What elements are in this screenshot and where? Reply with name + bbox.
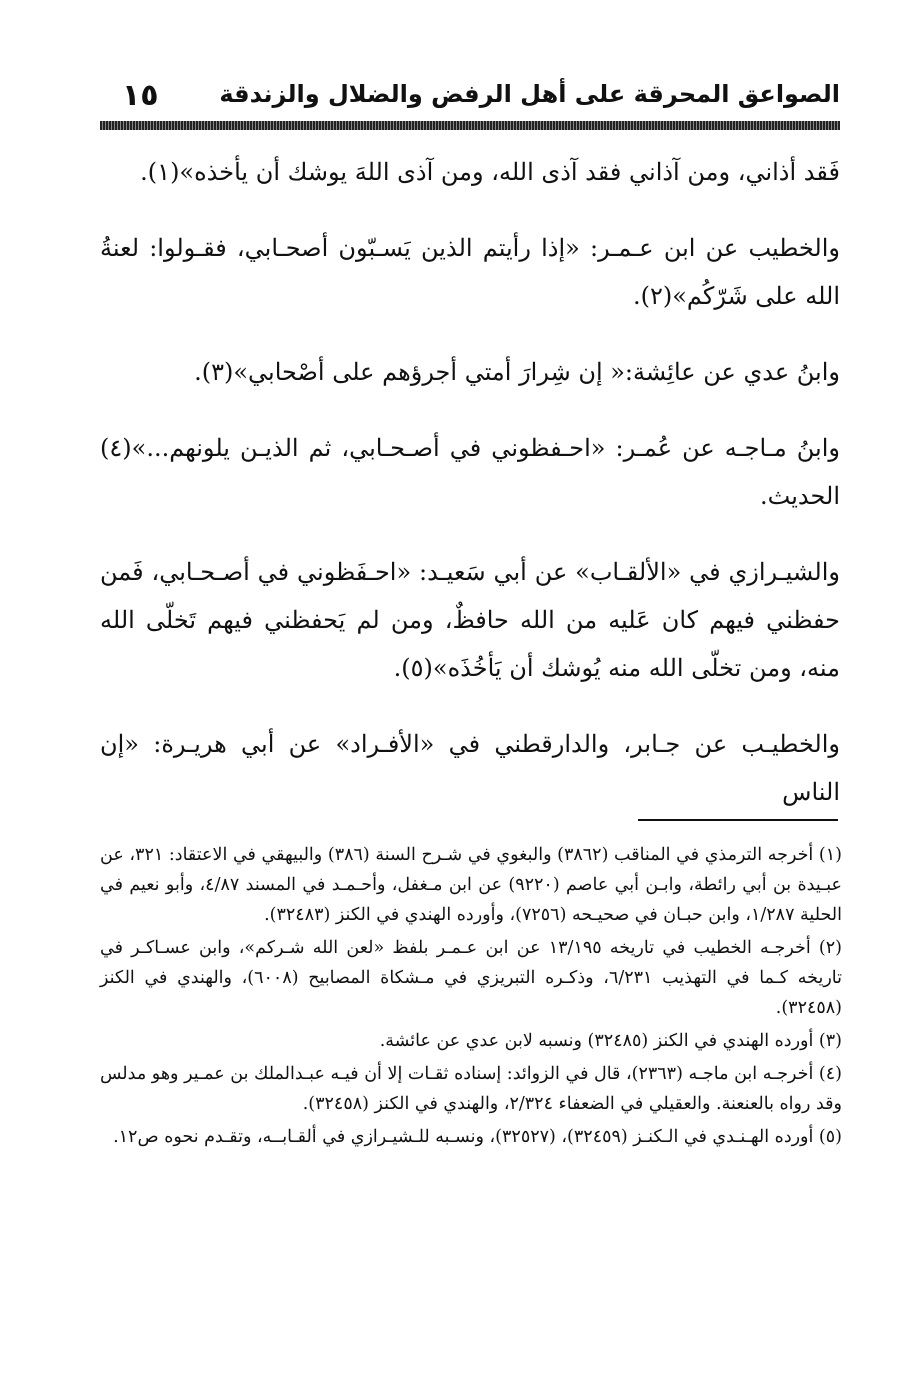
footnotes (100, 840, 842, 1155)
footnote-3: (٣) أورده الهندي في الكنز (٣٢٤٨٥) ونسبه لابن عدي عن عائشة. (379, 1031, 842, 1051)
page-header (100, 78, 840, 118)
footnote-4: (٤) أخرجـه ابن ماجـه (٢٣٦٣)، قال في الزوائد: إسناده ثقـات إلا أن فيـه عبـدالملك بن عمـير وهو مدلس وقد رواه بالعنعنة. والعقيلي في الضعفاء ٢/٣٢٤، والهندي في الكنز (٣٢٤٥٨). (100, 1064, 842, 1114)
paragraph-1: فَقد أذاني، ومن آذاني فقد آذى الله، ومن آذى اللهَ يوشك أن يأخذه»(١). (140, 158, 840, 186)
footnote-2: (٢) أخرجـه الخطيب في تاريخه ١٣/١٩٥ عن ابن عـمـر بلفظ «لعن الله شـركم»، وابن عسـاكـر في تاريخه كـما في التهذيب ٦/٢٣١، وذكـره التبريزي في مـشكاة المصابيح (٦٠٠٨)، والهندي في الكنز (٣٢٤٥٨). (100, 938, 842, 1018)
paragraph-2: والخطيب عن ابن عـمـر: «إذا رأيتم الذين يَسـبّون أصحـابي، فقـولوا: لعنةُ الله على شَرّكُم»(٢). (100, 234, 840, 310)
page-number: ١٥ (122, 78, 159, 113)
paragraph-3: وابنُ عدي عن عائِشة:« إن شِرارَ أمتي أجرؤهم على أصْحابي»(٣). (194, 358, 840, 386)
footnote-1: (١) أخرجه الترمذي في المناقب (٣٨٦٢) والبغوي في شـرح السنة (٣٨٦) والبيهقي في الاعتقاد: ٣٢١، عن عبـيدة بن أبي رائطة، وابـن أبي عاصم (٩٢٢٠) عن ابن مـغفل، وأحـمـد في المسند ٤/٨٧، وأبو نعيم في الحلية ١/٢٨٧، وابن حبـان في صحيـحه (٧٢٥٦)، وأورده الهندي في الكنز (٣٢٤٨٣). (100, 845, 842, 925)
paragraph-5: والشيـرازي في «الألقـاب» عن أبي سَعيـد: «احـفَظوني في أصـحـابي، فَمن حفظني فيهم كان عَليه من الله حافظٌ، ومن لم يَحفظني فيهم تَخلّى الله منه، ومن تخلّى الله منه يُوشك أن يَأخُذَه»(٥). (100, 558, 840, 682)
main-text (100, 148, 840, 844)
paragraph-6: والخطيـب عن جـابر، والدارقطني في «الأفـراد» عن أبي هريـرة: «إن الناس (100, 730, 840, 806)
paragraph-4: وابنُ مـاجـه عن عُمـر: «احـفظوني في أصـحـابي، ثم الذيـن يلونهم...»(٤) الحديث. (100, 434, 840, 510)
footnote-divider (638, 819, 838, 821)
running-title: الصواعق المحرقة على أهل الرفض والضلال والزندقة (219, 80, 840, 108)
header-divider (100, 121, 840, 130)
footnote-5: (٥) أورده الهـنـدي في الـكنـز (٣٢٤٥٩)، (٣٢٥٢٧)، ونسـبه للـشيـرازي في ألقـابــه، وتقـدم نحوه ص١٢. (113, 1127, 842, 1147)
